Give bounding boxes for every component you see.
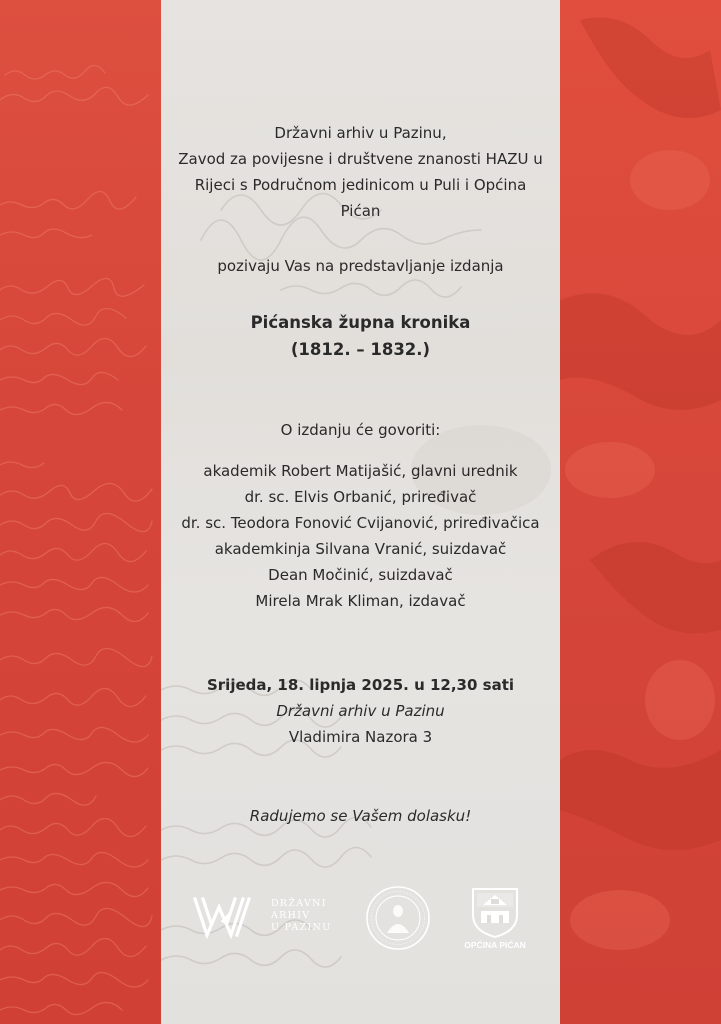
speaker-line: akademik Robert Matijašić, glavni urednik: [203, 462, 518, 480]
event-details: [161, 672, 560, 750]
hazu-seal-icon: [365, 885, 431, 951]
mottled-texture-right: [560, 0, 721, 1024]
pican-municipality-logo: [463, 885, 527, 955]
archive-name: [271, 898, 331, 934]
right-red-panel: [560, 0, 721, 1024]
speakers-list: [161, 458, 560, 614]
hazu-seal-logo: [365, 885, 431, 951]
speaker-line: dr. sc. Elvis Orbanić, priređivač: [244, 488, 477, 506]
event-venue: Državni arhiv u Pazinu: [276, 702, 445, 720]
speaker-line: akademkinja Silvana Vranić, suizdavač: [214, 540, 507, 558]
event-address: Vladimira Nazora 3: [288, 728, 433, 746]
archive-logo: [193, 893, 343, 941]
coat-of-arms-icon: [463, 885, 527, 939]
organizer-line: Pićan: [340, 202, 381, 220]
speakers-heading: O izdanju će govoriti:: [280, 421, 441, 439]
speaker-line: Mirela Mrak Kliman, izdavač: [255, 592, 466, 610]
closing-block: [161, 803, 560, 829]
invitation-text-block: [161, 253, 560, 279]
speaker-line: dr. sc. Teodora Fonović Cvijanović, priređivačica: [181, 514, 540, 532]
left-red-panel: [0, 0, 161, 1024]
archive-name-line: ARHIV: [271, 910, 311, 921]
book-years: (1812. – 1832.): [290, 340, 431, 359]
organizer-line: Državni arhiv u Pazinu,: [274, 124, 447, 142]
archive-name-line: DRŽAVNI: [271, 898, 327, 909]
speakers-heading-block: [161, 417, 560, 443]
archive-name-line: U PAZINU: [271, 922, 332, 933]
invitation-text: pozivaju Vas na predstavljanje izdanja: [217, 257, 504, 275]
municipality-caption: OPĆINA PIĆAN: [464, 940, 526, 950]
book-title-block: [161, 309, 560, 363]
speaker-line: Dean Močinić, suizdavač: [268, 566, 453, 584]
closing-text: Radujemo se Vašem dolasku!: [249, 807, 472, 825]
archive-w-icon: [193, 895, 259, 939]
organizers-block: [161, 120, 560, 224]
event-date-time: Srijeda, 18. lipnja 2025. u 12,30 sati: [206, 676, 515, 694]
book-title: Pićanska župna kronika: [250, 313, 471, 332]
organizer-line: Rijeci s Područnom jedinicom u Puli i Općina: [194, 176, 527, 194]
organizer-line: Zavod za povijesne i društvene znanosti HAZU u: [178, 150, 543, 168]
handwriting-texture-left: [0, 0, 161, 1024]
